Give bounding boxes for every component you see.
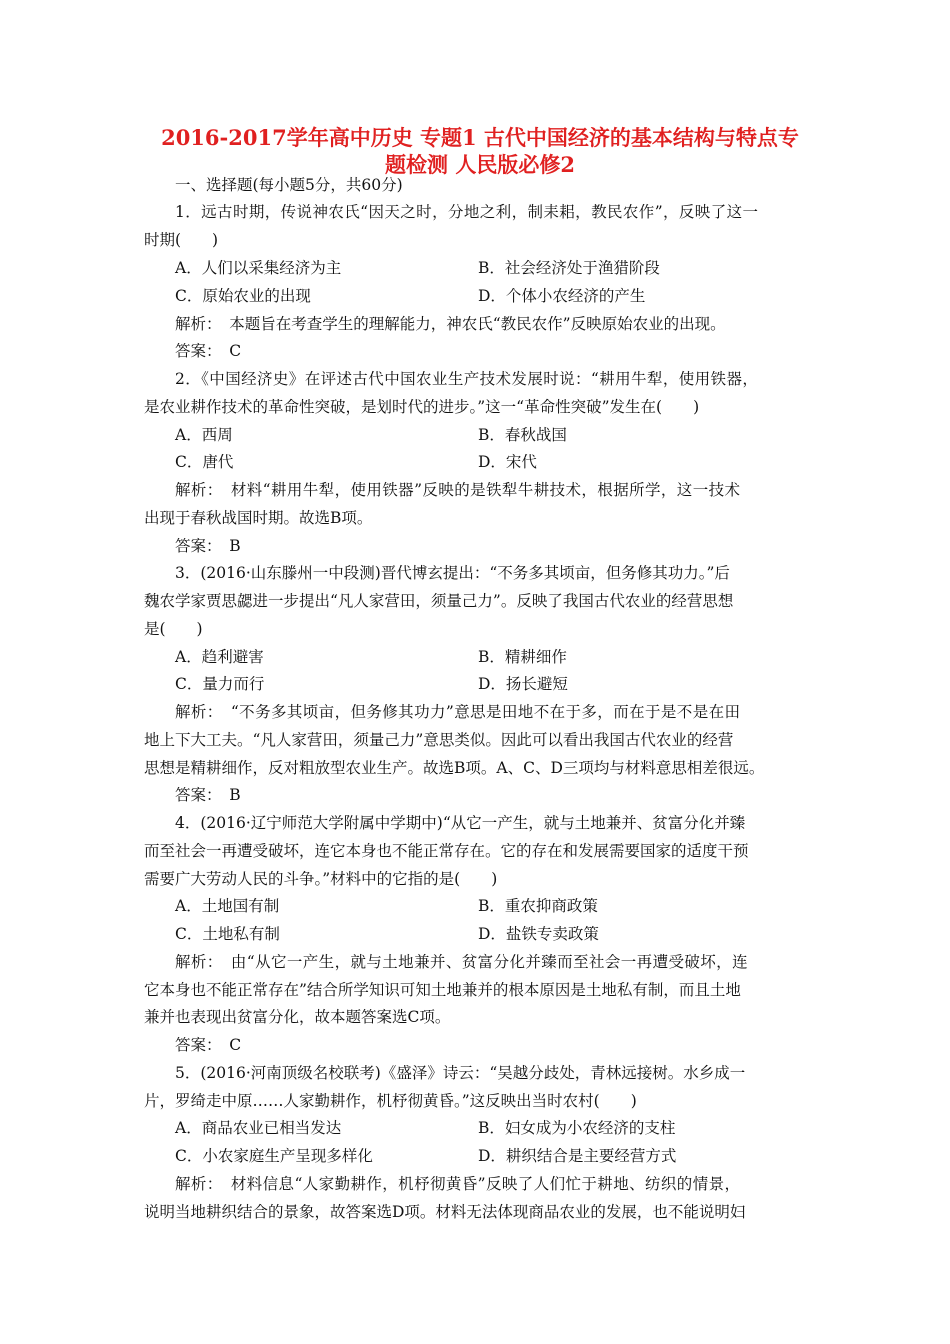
section-heading: 一、选择题(每小题5分，共60分): [175, 176, 403, 194]
analysis-text: 解析： “不务多其顷亩，但务修其功力”意思是田地不在于多，而在于是不是在田: [175, 703, 741, 721]
option-d: D．盐铁专卖政策: [478, 925, 599, 943]
option-a: A．趋利避害: [175, 648, 264, 666]
answer-text: 答案： B: [175, 537, 241, 555]
option-a: A．土地国有制: [175, 897, 280, 915]
question-text: 2．《中国经济史》在评述古代中国农业生产技术发展时说：“耕用牛犁，使用铁器，: [175, 370, 759, 388]
option-b: B．精耕细作: [478, 648, 567, 666]
analysis-text: 解析： 材料“耕用牛犁，使用铁器”反映的是铁犁牛耕技术，根据所学，这一技术: [175, 481, 741, 499]
analysis-text: 说明当地耕织结合的景象，故答案选D项。材料无法体现商品农业的发展，也不能说明妇: [144, 1203, 746, 1221]
question-text: 魏农学家贾思勰进一步提出“凡人家营田，须量己力”。反映了我国古代农业的经营思想: [144, 592, 734, 610]
option-c: C．唐代: [175, 453, 234, 471]
analysis-text: 地上下大工夫。“凡人家营田，须量己力”意思类似。因此可以看出我国古代农业的经营: [144, 731, 734, 749]
question-text: 片，罗绮走中原……人家勤耕作，机杼彻黄昏。”这反映出当时农村( ): [144, 1092, 637, 1110]
analysis-text: 它本身也不能正常存在”结合所学知识可知土地兼并的根本原因是土地私有制，而且土地: [144, 981, 741, 999]
analysis-text: 兼并也表现出贫富分化，故本题答案选C项。: [144, 1008, 451, 1026]
option-a: A．人们以采集经济为主: [175, 259, 342, 277]
answer-text: 答案： C: [175, 342, 242, 360]
option-a: A．商品农业已相当发达: [175, 1119, 342, 1137]
answer-text: 答案： C: [175, 1036, 242, 1054]
question-text: 时期( ): [144, 231, 219, 249]
answer-text: 答案： B: [175, 786, 241, 804]
question-text: 是( ): [144, 620, 203, 638]
option-b: B．春秋战国: [478, 426, 567, 444]
option-b: B．妇女成为小农经济的支柱: [478, 1119, 676, 1137]
title-line-2: 题检测 人民版必修2: [385, 152, 575, 177]
option-a: A．西周: [175, 426, 233, 444]
option-d: D．个体小农经济的产生: [478, 287, 646, 305]
option-d: D．耕织结合是主要经营方式: [478, 1147, 677, 1165]
option-c: C．量力而行: [175, 675, 265, 693]
question-text: 3．(2016·山东滕州一中段测)晋代博玄提出：“不务多其顷亩，但务修其功力。”后: [175, 564, 730, 582]
analysis-text: 解析： 材料信息“人家勤耕作，机杼彻黄昏”反映了人们忙于耕地、纺织的情景，: [175, 1175, 741, 1193]
document-title: [130, 124, 830, 178]
analysis-text: 出现于春秋战国时期。故选B项。: [144, 509, 373, 527]
option-d: D．宋代: [478, 453, 537, 471]
analysis-text: 解析： 本题旨在考查学生的理解能力，神农氏“教民农作”反映原始农业的出现。: [175, 315, 726, 333]
question-text: 需要广大劳动人民的斗争。”材料中的它指的是( ): [144, 870, 498, 888]
option-b: B．社会经济处于渔猎阶段: [478, 259, 660, 277]
question-text: 4．(2016·辽宁师范大学附属中学期中)“从它一产生，就与土地兼并、贫富分化并臻: [175, 814, 746, 832]
question-text: 5．(2016·河南顶级名校联考)《盛泽》诗云：“吴越分歧处，青林远接树。水乡成一: [175, 1064, 746, 1082]
option-b: B．重农抑商政策: [478, 897, 598, 915]
option-c: C．小农家庭生产呈现多样化: [175, 1147, 373, 1165]
option-d: D．扬长避短: [478, 675, 568, 693]
option-c: C．土地私有制: [175, 925, 280, 943]
title-line-1: 2016-2017学年高中历史 专题1 古代中国经济的基本结构与特点专: [161, 125, 799, 150]
option-c: C．原始农业的出现: [175, 287, 311, 305]
question-text: 而至社会一再遭受破坏，连它本身也不能正常存在。它的存在和发展需要国家的适度干预: [144, 842, 749, 860]
analysis-text: 思想是精耕细作，反对粗放型农业生产。故选B项。A、C、D三项均与材料意思相差很远。: [144, 759, 765, 777]
analysis-text: 解析： 由“从它一产生，就与土地兼并、贫富分化并臻而至社会一再遭受破坏，连: [175, 953, 748, 971]
question-text: 1．远古时期，传说神农氏“因天之时，分地之利，制耒耜，教民农作”，反映了这一: [175, 203, 759, 221]
question-text: 是农业耕作技术的革命性突破，是划时代的进步。”这一“革命性突破”发生在( ): [144, 398, 700, 416]
